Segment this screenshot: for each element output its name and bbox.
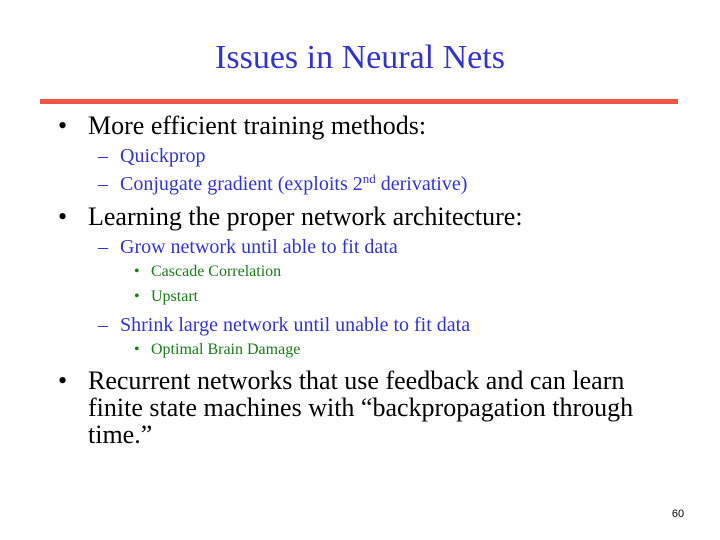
slide-title: Issues in Neural Nets xyxy=(215,39,505,76)
title-divider xyxy=(40,99,678,104)
sub-bullet-text: Shrink large network until unable to fit data xyxy=(120,314,471,336)
bullet-glyph: • xyxy=(58,202,68,231)
dash-glyph: – xyxy=(98,145,108,167)
dash-glyph: – xyxy=(98,236,108,258)
page-number: 60 xyxy=(671,508,685,520)
sub-sub-bullet-text: Optimal Brain Damage xyxy=(151,341,301,358)
bullet-glyph: • xyxy=(134,288,140,305)
bullet-text: Recurrent networks that use feedback and can learn finite state machines with “backpropagation through time.” xyxy=(88,366,634,449)
bullet-text: Learning the proper network architecture: xyxy=(88,202,523,231)
bullet-text: More efficient training methods: xyxy=(88,111,427,140)
superscript: nd xyxy=(362,171,376,186)
sub-bullet-text: Quickprop xyxy=(120,145,206,167)
bullet-glyph: • xyxy=(58,366,68,395)
sub-sub-bullet-text: Cascade Correlation xyxy=(151,263,282,280)
bullet-glyph: • xyxy=(134,341,140,358)
text-before-superscript: Conjugate gradient (exploits 2 xyxy=(120,173,363,195)
sub-sub-bullet-text: Upstart xyxy=(151,288,199,305)
sub-bullet-text xyxy=(120,172,467,196)
sub-bullet-text: Grow network until able to fit data xyxy=(120,236,398,258)
dash-glyph: – xyxy=(98,314,108,336)
bullet-glyph: • xyxy=(58,111,68,140)
dash-glyph: – xyxy=(98,173,108,195)
text-after-superscript: derivative) xyxy=(375,173,468,195)
bullet-glyph: • xyxy=(134,263,140,280)
